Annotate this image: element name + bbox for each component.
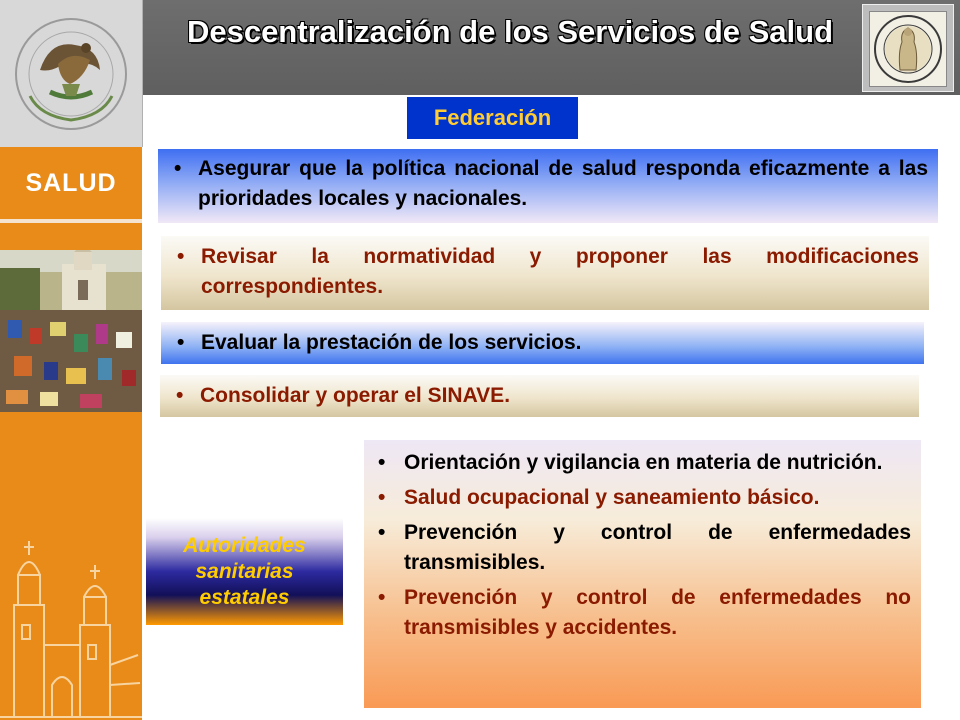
- page-title: Descentralización de los Servicios de Salud: [186, 14, 834, 49]
- mexican-coat-of-arms-icon: [0, 0, 142, 147]
- market-scene-image: [0, 250, 142, 412]
- list-item: [378, 583, 911, 643]
- bullet-icon: •: [378, 451, 386, 474]
- bullet-icon: •: [176, 384, 184, 407]
- list-item: [378, 448, 911, 478]
- list-item: [378, 483, 911, 513]
- state-authorities-label: [155, 533, 335, 611]
- federation-item-text: Evaluar la prestación de los servicios.: [201, 331, 582, 354]
- federation-item-text: Asegurar que la política nacional de salud responda eficazmente a las prioridades locales y nacionales.: [198, 157, 928, 210]
- salud-brand-label: SALUD: [25, 168, 117, 197]
- academy-seal-panel: [869, 11, 947, 87]
- bullet-icon: •: [378, 486, 386, 509]
- academy-seal-frame: [862, 4, 954, 92]
- list-item-text: Salud ocupacional y saneamiento básico.: [404, 486, 820, 509]
- bullet-icon: •: [177, 245, 185, 268]
- bullet-icon: •: [378, 586, 386, 609]
- state-authorities-line: estatales: [199, 585, 290, 609]
- state-items-list: [364, 440, 921, 708]
- bullet-icon: •: [378, 521, 386, 544]
- state-authorities-line: Autoridades: [183, 533, 306, 557]
- academia-nacional-de-medicina-seal-icon: [870, 12, 946, 86]
- cathedral-sketch-image: [0, 535, 142, 720]
- bullet-icon: •: [174, 157, 182, 180]
- list-item: [378, 518, 911, 578]
- federation-item-4: [160, 375, 919, 417]
- federation-item-1: [158, 149, 938, 223]
- state-authorities-box: [146, 518, 343, 625]
- coat-of-arms-panel: [0, 0, 143, 147]
- salud-brand-box: [0, 147, 142, 219]
- federation-tag: [407, 97, 578, 139]
- list-item-text: Orientación y vigilancia en materia de nutrición.: [404, 451, 883, 474]
- federation-item-3: [161, 322, 924, 364]
- federation-item-2: [161, 236, 929, 310]
- list-item-text: Prevención y control de enfermedades no transmisibles y accidentes.: [404, 586, 911, 639]
- federation-label: Federación: [433, 105, 552, 130]
- federation-item-text: Consolidar y operar el SINAVE.: [200, 384, 511, 407]
- bullet-icon: •: [177, 331, 185, 354]
- sidebar: [0, 0, 143, 720]
- federation-item-text: Revisar la normatividad y proponer las modificaciones correspondientes.: [201, 245, 919, 298]
- list-item-text: Prevención y control de enfermedades transmisibles.: [404, 521, 911, 574]
- state-authorities-line: sanitarias: [195, 559, 294, 583]
